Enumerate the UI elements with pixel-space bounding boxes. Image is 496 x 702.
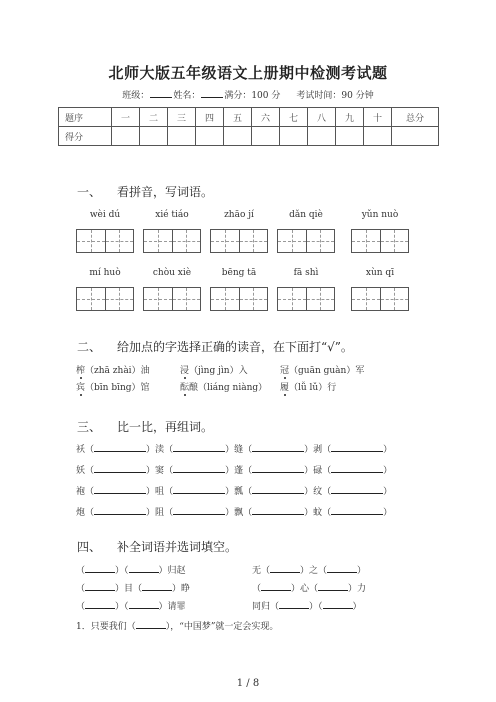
score-cell[interactable] [308, 127, 336, 146]
score-cell[interactable] [168, 127, 196, 146]
answer-blank[interactable] [85, 600, 115, 609]
col-2: 二 [140, 108, 168, 127]
section-2-heading: 二、 给加点的字选择正确的读音，在下面打“√”。 [77, 340, 353, 354]
pinyin-label: fā shì [293, 268, 319, 278]
reading-item[interactable]: 榨（zhā zhài）油 [76, 366, 150, 376]
pinyin-label: xié tiáo [155, 210, 189, 220]
score-cell[interactable] [140, 127, 168, 146]
reading-item[interactable]: 酝酿（liáng niàng） [180, 383, 268, 393]
answer-blank[interactable] [261, 582, 291, 591]
idiom-item: （ ）心（ ）力 [252, 584, 367, 594]
writing-box[interactable] [143, 229, 201, 253]
writing-box[interactable] [210, 229, 268, 253]
col-10: 十 [364, 108, 392, 127]
answer-blank[interactable] [129, 600, 159, 609]
answer-blank[interactable] [252, 485, 304, 494]
col-3: 三 [168, 108, 196, 127]
name-blank[interactable] [201, 89, 223, 98]
answer-blank[interactable] [252, 464, 304, 473]
answer-blank[interactable] [331, 485, 383, 494]
writing-box[interactable] [351, 287, 409, 311]
pinyin-label: yǔn nuò [361, 210, 399, 220]
col-9: 九 [336, 108, 364, 127]
col-6: 六 [252, 108, 280, 127]
score-cell[interactable] [224, 127, 252, 146]
pinyin-label: xùn qī [365, 268, 395, 278]
name-label: 姓名： [173, 91, 201, 101]
answer-blank[interactable] [318, 582, 348, 591]
answer-blank[interactable] [94, 443, 146, 452]
answer-blank[interactable] [173, 464, 225, 473]
exam-info-line [0, 88, 496, 101]
pinyin-label: dǎn qiè [289, 210, 323, 220]
class-label: 班级： [122, 91, 150, 101]
writing-box[interactable] [76, 229, 134, 253]
score-table-header-row [59, 108, 439, 127]
score-cell[interactable] [252, 127, 280, 146]
section-3-heading: 三、 比一比，再组词。 [77, 420, 214, 434]
answer-blank[interactable] [94, 485, 146, 494]
score-cell[interactable] [112, 127, 140, 146]
score-cell[interactable] [196, 127, 224, 146]
section-1-heading: 一、 看拼音，写词语。 [77, 185, 214, 199]
answer-blank[interactable] [331, 443, 383, 452]
page-number: 1 / 8 [236, 678, 260, 689]
answer-blank[interactable] [270, 564, 300, 573]
answer-blank[interactable] [323, 600, 353, 609]
answer-blank[interactable] [173, 443, 225, 452]
fill-sentence-1: 1．只要我们（ ），“中国梦”就一定会实现。 [76, 622, 279, 632]
answer-blank[interactable] [327, 564, 357, 573]
page-title: 北师大版五年级语文上册期中检测考试题 [108, 64, 388, 82]
compare-row: 炮（ ）阻（ ）飘（ ）蚊（ ） [76, 508, 393, 518]
col-4: 四 [196, 108, 224, 127]
compare-row: 袍（ ）咀（ ）瓢（ ）纹（ ） [76, 487, 393, 497]
answer-blank[interactable] [331, 464, 383, 473]
idiom-item: （ ）（ ）归赵 [76, 566, 186, 576]
answer-blank[interactable] [173, 485, 225, 494]
total-label: 总分 [392, 108, 439, 127]
compare-row: 妖（ ）窦（ ）蓬（ ）碌（ ） [76, 466, 393, 476]
answer-blank[interactable] [279, 600, 309, 609]
score-cell[interactable] [364, 127, 392, 146]
pinyin-label: mí huò [89, 268, 121, 278]
compare-row: 袄（ ）渎（ ）缝（ ）剥（ ） [76, 445, 393, 455]
answer-blank[interactable] [252, 506, 304, 515]
answer-blank[interactable] [85, 582, 115, 591]
pinyin-label: zhāo jí [224, 210, 254, 220]
answer-blank[interactable] [252, 443, 304, 452]
writing-box[interactable] [277, 287, 335, 311]
answer-blank[interactable] [331, 506, 383, 515]
col-5: 五 [224, 108, 252, 127]
score-table-score-row [59, 127, 439, 146]
score-total-cell[interactable] [392, 127, 439, 146]
score-table [58, 107, 439, 146]
class-blank[interactable] [150, 89, 172, 98]
pinyin-label: chòu xiè [152, 268, 192, 278]
reading-item[interactable]: 冠（guān guàn）军 [280, 366, 365, 376]
reading-item[interactable]: 宾（bīn bīng）馆 [76, 383, 150, 393]
exam-time: 考试时间：90 分钟 [296, 91, 374, 101]
answer-blank[interactable] [94, 464, 146, 473]
writing-box[interactable] [76, 287, 134, 311]
answer-blank[interactable] [136, 620, 166, 629]
compare-grid [76, 442, 406, 526]
col-8: 八 [308, 108, 336, 127]
answer-blank[interactable] [173, 506, 225, 515]
writing-box[interactable] [210, 287, 268, 311]
col-7: 七 [280, 108, 308, 127]
full-score: 满分：100 分 [224, 91, 281, 101]
reading-item[interactable]: 浸（jìng jìn）入 [180, 366, 248, 376]
section-4-heading: 四、 补全词语并选词填空。 [77, 540, 238, 554]
answer-blank[interactable] [129, 564, 159, 573]
idiom-item: 同归（ ）（ ） [252, 602, 362, 612]
writing-box[interactable] [277, 229, 335, 253]
idiom-item: （ ）目（ ）睁 [76, 584, 191, 594]
answer-blank[interactable] [142, 582, 172, 591]
question-order-label: 题序 [59, 108, 112, 127]
score-cell[interactable] [336, 127, 364, 146]
writing-box[interactable] [351, 229, 409, 253]
score-cell[interactable] [280, 127, 308, 146]
answer-blank[interactable] [94, 506, 146, 515]
idiom-item: 无（ ）之（ ） [252, 566, 367, 576]
score-label: 得分 [59, 127, 112, 146]
pinyin-label: wèi dú [89, 210, 121, 220]
pinyin-label: bēng tā [221, 268, 257, 278]
answer-blank[interactable] [85, 564, 115, 573]
col-1: 一 [112, 108, 140, 127]
reading-item[interactable]: 履（lǚ lǔ）行 [280, 383, 337, 393]
writing-box[interactable] [143, 287, 201, 311]
idiom-item: （ ）（ ）请罪 [76, 602, 186, 612]
